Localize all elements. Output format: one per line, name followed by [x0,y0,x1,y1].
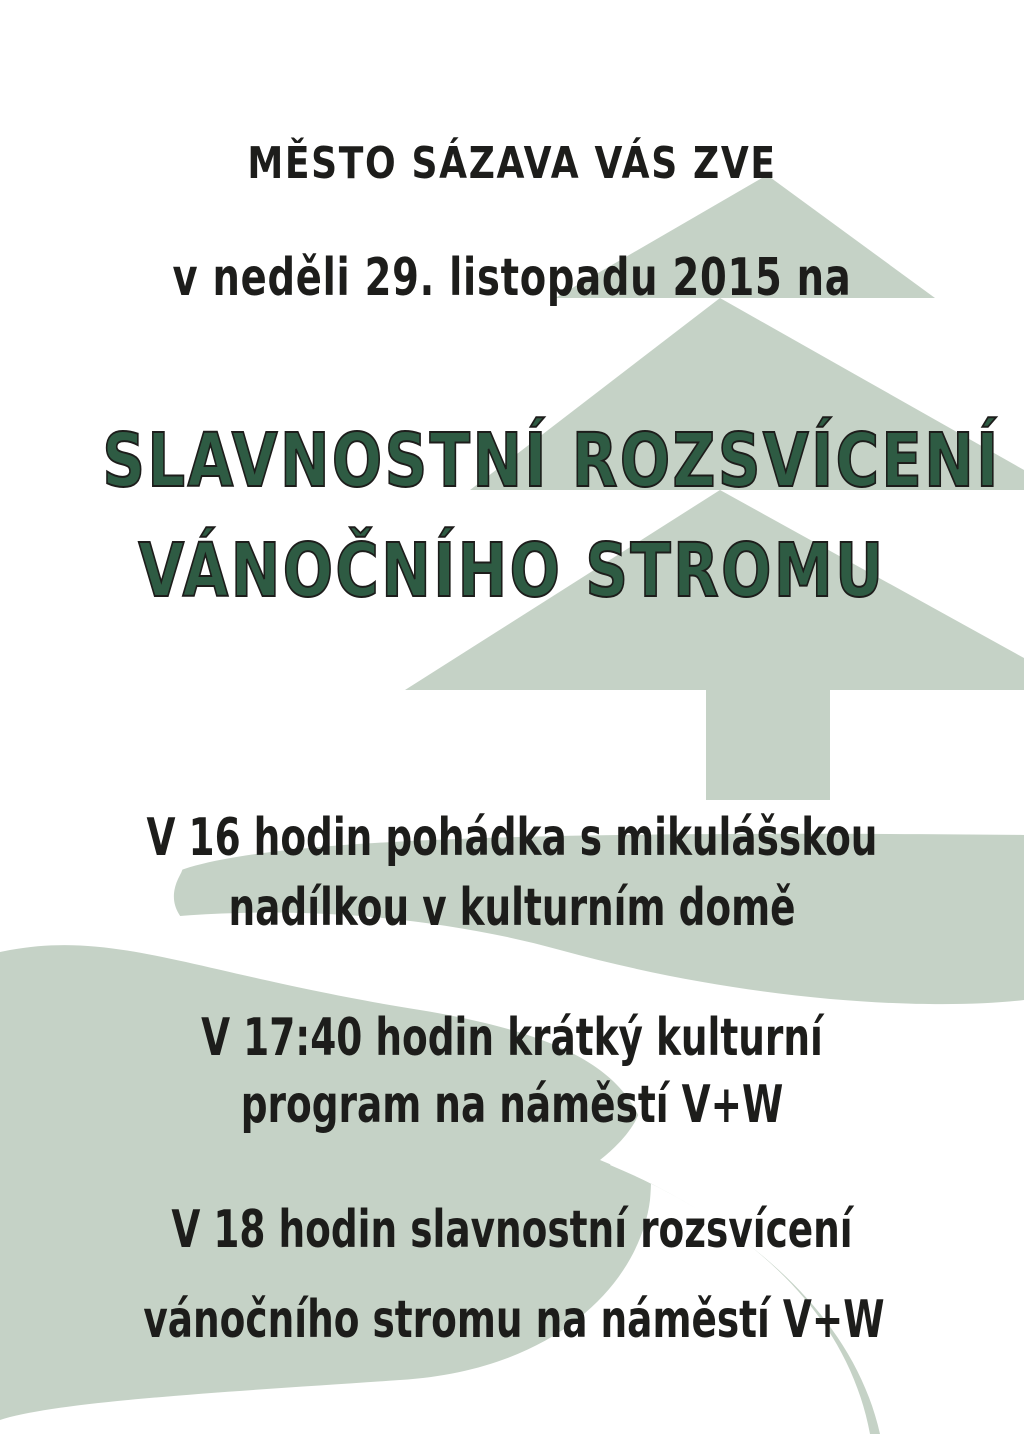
program-item-1-line-1: V 16 hodin pohádka s mikulášskou [146,808,878,868]
program-item-3-line-1: V 18 hodin slavnostní rozsvícení [171,1200,853,1260]
headline-line-2: VÁNOČNÍHO STROMU [138,528,886,614]
program-item-2-line-2: program na náměstí V+W [240,1075,784,1135]
program-item-2-line-1: V 17:40 hodin krátký kulturní [201,1008,823,1068]
event-date-text: v neděli 29. listopadu 2015 na [172,248,852,308]
inviter-text: MĚSTO SÁZAVA VÁS ZVE [247,138,777,189]
headline-line-1: SLAVNOSTNÍ ROZSVÍCENÍ [102,418,1001,504]
program-item-3-line-2: vánočního stromu na náměstí V+W [143,1290,885,1350]
program-item-1-line-2: nadílkou v kulturním domě [228,878,796,938]
tree-trunk [706,690,830,800]
